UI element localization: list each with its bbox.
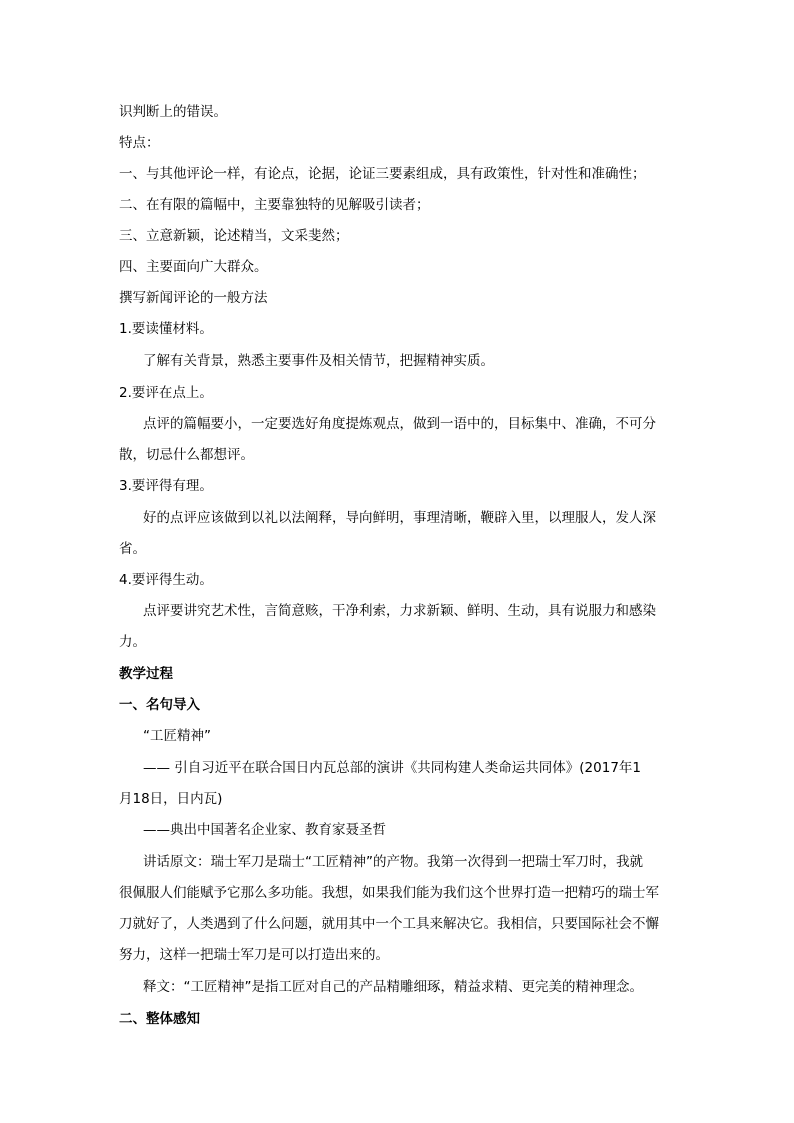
paragraph-line: 力。: [119, 634, 146, 650]
quote-origin: ——典出中国著名企业家、教育家聂圣哲: [143, 822, 386, 838]
section-label-features: 特点：: [119, 135, 160, 151]
list-item: 二、在有限的篇幅中，主要靠独特的见解吸引读者；: [119, 197, 430, 213]
paragraph-line: 讲话原文：瑞士军刀是瑞士“工匠精神”的产物。我第一次得到一把瑞士军刀时，我就: [143, 854, 643, 870]
method-title: 2.要评在点上。: [119, 385, 213, 401]
paragraph-line: 了解有关背景，熟悉主要事件及相关情节，把握精神实质。: [143, 353, 494, 369]
list-item: 一、与其他评论一样，有论点，论据，论证三要素组成，具有政策性，针对性和准确性；: [119, 166, 646, 182]
list-item: 三、立意新颖，论述精当，文采斐然；: [119, 228, 349, 244]
paragraph-line: 刀就好了，人类遇到了什么问题，就用其中一个工具来解决它。我相信，只要国际社会不懈: [119, 916, 659, 932]
paragraph-line: 点评要讲究艺术性，言简意赅，干净利索，力求新颖、鲜明、生动，具有说服力和感染: [143, 603, 656, 619]
paragraph-line: 点评的篇幅要小，一定要选好角度提炼观点，做到一语中的，目标集中、准确，不可分: [143, 416, 656, 432]
paragraph-line: 散，切忌什么都想评。: [119, 447, 254, 463]
section-heading-methods: 撰写新闻评论的一般方法: [119, 290, 268, 306]
paragraph-line: 努力，这样一把瑞士军刀是可以打造出来的。: [119, 947, 389, 963]
method-title: 1.要读懂材料。: [119, 321, 213, 337]
list-item: 四、主要面向广大群众。: [119, 259, 268, 275]
method-title: 3.要评得有理。: [119, 478, 213, 494]
heading-teaching-process: 教学过程: [119, 666, 173, 682]
quote-title: “工匠精神”: [143, 728, 211, 744]
heading-famous-quote-intro: 一、名句导入: [119, 697, 200, 713]
method-title: 4.要评得生动。: [119, 572, 213, 588]
paragraph-line: 省。: [119, 541, 146, 557]
paragraph-line: 释文：“工匠精神”是指工匠对自己的产品精雕细琢，精益求精、更完美的精神理念。: [143, 979, 643, 995]
heading-overall-perception: 二、整体感知: [119, 1011, 200, 1027]
paragraph-line: 好的点评应该做到以礼以法阐释，导向鲜明，事理清晰，鞭辟入里，以理服人，发人深: [143, 510, 656, 526]
text-line: 识判断上的错误。: [119, 104, 227, 120]
paragraph-line: 很佩服人们能赋予它那么多功能。我想，如果我们能为我们这个世界打造一把精巧的瑞士军: [119, 885, 659, 901]
quote-source: 月18日，日内瓦): [119, 791, 223, 807]
quote-source: —— 引自习近平在联合国日内瓦总部的演讲《共同构建人类命运共同体》(2017年1: [143, 760, 642, 776]
